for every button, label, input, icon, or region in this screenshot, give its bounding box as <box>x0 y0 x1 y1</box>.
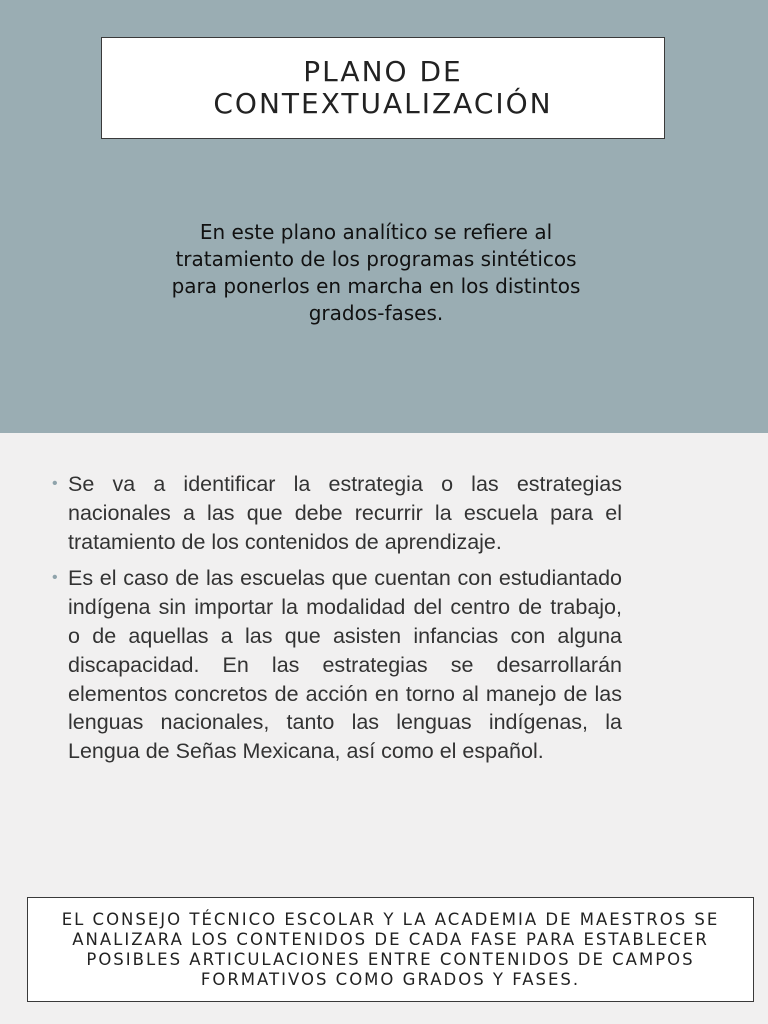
page-title-line-2: CONTEXTUALIZACIÓN <box>213 87 553 120</box>
bullet-marker: • <box>52 569 58 587</box>
title-box <box>101 37 665 139</box>
list-item <box>52 564 622 766</box>
bullet-marker: • <box>52 475 58 492</box>
bullet-list <box>52 470 622 774</box>
bullet-text: Se va a identificar la estrategia o las estrategias nacionales a las que debe recurrir la escuela para el tratamiento de los contenidos de aprendizaje. <box>68 472 622 554</box>
footer-text: EL CONSEJO TÉCNICO ESCOLAR Y LA ACADEMIA DE MAESTROS SE ANALIZARA LOS CONTENIDOS DE CADA FASE PARA ESTABLECER POSIBLES ARTICULACIONES ENTRE CONTENIDOS DE CAMPOS FORMATIVOS COMO GRADOS Y FASES. <box>61 909 720 989</box>
page-title <box>213 56 552 120</box>
list-item <box>52 470 622 556</box>
footer-box <box>27 897 754 1002</box>
subtitle-text: En este plano analítico se refiere al tratamiento de los programas sintéticos para ponerlos en marcha en los distintos grados-fases. <box>171 220 581 325</box>
page-title-line-1: PLANO DE <box>303 55 463 88</box>
bullet-text: Es el caso de las escuelas que cuentan con estudiantado indígena sin importar la modalidad del centro de trabajo, o de aquellas a las que asisten infancias con alguna discapacidad. En las estrategias se desarrollarán elementos concretos de acción en torno al manejo de las lenguas nacionales, tanto las lenguas indígenas, la Lengua de Señas Mexicana, así como el español. <box>68 566 622 764</box>
